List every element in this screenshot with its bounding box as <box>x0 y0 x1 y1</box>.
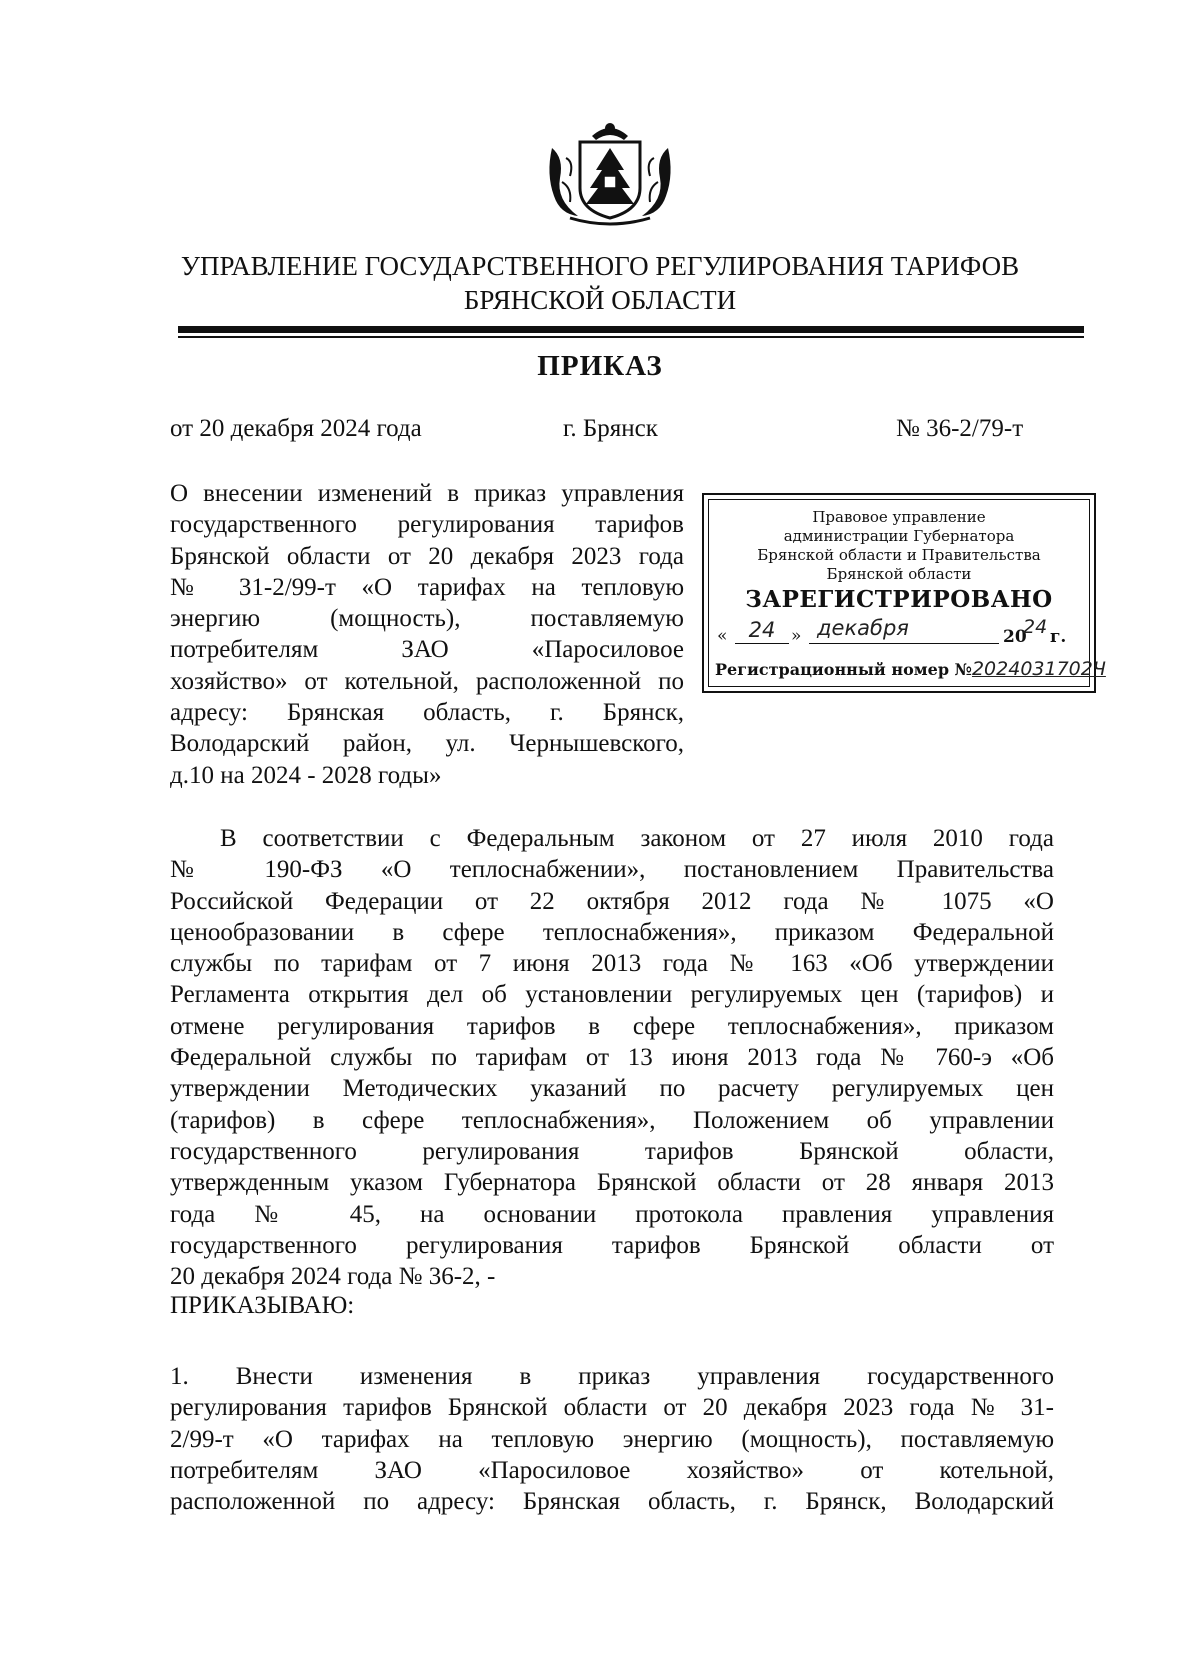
document-number: № 36-2/79-т <box>896 415 1024 442</box>
subject-line: потребителям ЗАО «Паросиловое <box>170 636 684 664</box>
header-rule-thin <box>178 336 1084 338</box>
subject-line: государственного регулирования тарифов <box>170 511 684 539</box>
organization-name-line1: УПРАВЛЕНИЕ ГОСУДАРСТВЕННОГО РЕГУЛИРОВАНИЯ ТАРИФОВ <box>180 251 1020 281</box>
subject-line: О внесении изменений в приказ управления <box>170 480 684 507</box>
preamble-line: государственного регулирования тарифов Брянской области от <box>170 1231 1054 1259</box>
subject-line: Брянской области от 20 декабря 2023 года <box>170 542 684 570</box>
preamble-line: отмене регулирования тарифов в сфере теплоснабжения», приказом <box>170 1012 1054 1040</box>
preamble-line: ценообразовании в сфере теплоснабжения», приказом Федеральной <box>170 918 1054 946</box>
stamp-org-line: Правовое управление <box>812 508 986 526</box>
stamp-org-line: администрации Губернатора <box>783 527 1015 545</box>
item-line: 1. Внести изменения в приказ управления государственного <box>170 1363 1054 1390</box>
preamble-line: 20 декабря 2024 года № 36-2, - <box>170 1263 496 1291</box>
stamp-month: декабря <box>817 616 909 640</box>
item-line: потребителям ЗАО «Паросиловое хозяйство» от котельной, <box>170 1456 1054 1484</box>
document-subject <box>170 478 684 791</box>
stamp-year-suffix: 24 <box>1023 616 1048 638</box>
order-item-1 <box>170 1361 1054 1517</box>
subject-line: Володарский район, ул. Чернышевского, <box>170 730 684 758</box>
item-line: расположенной по адресу: Брянская область, г. Брянск, Володарский <box>170 1488 1054 1516</box>
preamble-line: утверждении Методических указаний по расчету регулируемых цен <box>170 1075 1054 1103</box>
document-type-title: ПРИКАЗ <box>537 350 663 382</box>
preamble-line: В соответствии с Федеральным законом от 27 июля 2010 года <box>220 825 1054 852</box>
item-line: регулирования тарифов Брянской области от 20 декабря 2023 года № 31- <box>170 1394 1054 1422</box>
preamble-paragraph <box>170 823 1054 1292</box>
stamp-close-quote: » <box>791 626 802 646</box>
stamp-date-row <box>717 616 1081 652</box>
stamp-day: 24 <box>748 618 776 642</box>
stamp-org-line: Брянской области и Правительства <box>757 546 1041 564</box>
stamp-registration-row <box>715 658 1106 680</box>
preamble-line: государственного регулирования тарифов Брянской области, <box>170 1137 1054 1165</box>
organization-name-line2: БРЯНСКОЙ ОБЛАСТИ <box>463 285 737 315</box>
stamp-open-quote: « <box>717 626 728 646</box>
preamble-line: Регламента открытия дел об установлении регулируемых цен (тарифов) и <box>170 981 1054 1009</box>
stamp-year-prefix: 20 <box>1003 627 1027 647</box>
order-directive-word: ПРИКАЗЫВАЮ: <box>170 1292 355 1319</box>
subject-line: № 31-2/99-т «О тарифах на тепловую <box>170 573 684 601</box>
subject-line: хозяйство» от котельной, расположенной по <box>170 667 684 695</box>
subject-line: адресу: Брянская область, г. Брянск, <box>170 699 684 727</box>
subject-line: энергию (мощность), поставляемую <box>170 605 684 633</box>
stamp-day-underline <box>735 643 789 644</box>
subject-line: д.10 на 2024 - 2028 годы» <box>170 761 442 789</box>
stamp-month-underline <box>809 643 999 644</box>
document-city: г. Брянск <box>563 415 658 442</box>
stamp-status: ЗАРЕГИСТРИРОВАНО <box>745 586 1053 613</box>
coat-of-arms-emblem <box>540 118 680 230</box>
stamp-inner-border <box>708 499 1106 687</box>
preamble-line: утвержденным указом Губернатора Брянской области от 28 января 2013 <box>170 1169 1054 1197</box>
preamble-line: (тарифов) в сфере теплоснабжения», Положением об управлении <box>170 1106 1054 1134</box>
stamp-reg-number: 2024031702Ч <box>971 658 1106 680</box>
registration-stamp <box>702 493 1106 693</box>
document-date: от 20 декабря 2024 года <box>170 415 422 442</box>
item-line: 2/99-т «О тарифах на тепловую энергию (мощность), поставляемую <box>170 1425 1054 1453</box>
header-rule-thick <box>178 326 1084 333</box>
preamble-line: службы по тарифам от 7 июня 2013 года № 163 «Об утверждении <box>170 950 1054 978</box>
stamp-year-end: г. <box>1050 627 1067 647</box>
preamble-line: Российской Федерации от 22 октября 2012 года № 1075 «О <box>170 887 1054 915</box>
preamble-line: № 190-ФЗ «О теплоснабжении», постановлением Правительства <box>170 856 1054 884</box>
stamp-org-line: Брянской области <box>826 565 972 583</box>
preamble-line: года № 45, на основании протокола правления управления <box>170 1200 1054 1228</box>
preamble-line: Федеральной службы по тарифам от 13 июня 2013 года № 760-э «Об <box>170 1044 1054 1072</box>
stamp-reg-label: Регистрационный номер № <box>715 660 972 679</box>
